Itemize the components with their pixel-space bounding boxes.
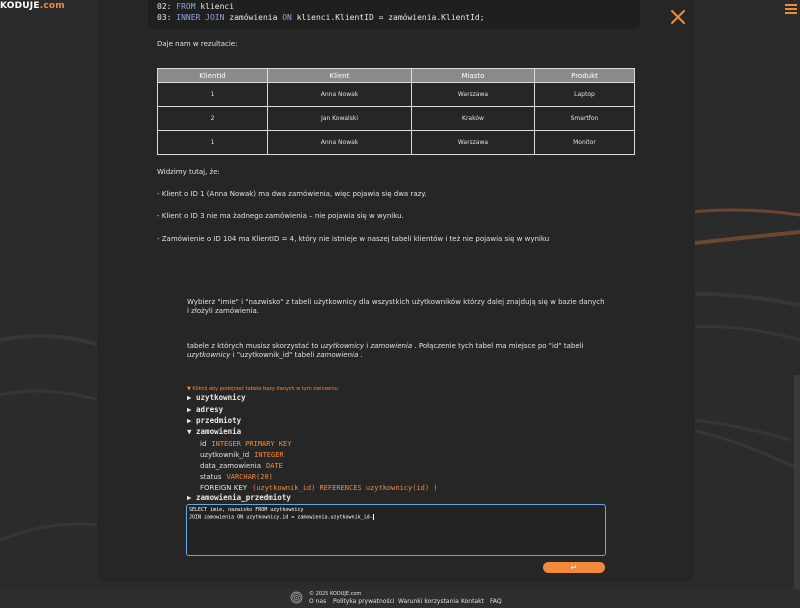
schema-column: FOREIGN KEY (uzytkownik_id) REFERENCES uzytkownicy(id) ) [200, 484, 438, 492]
close-icon[interactable] [669, 8, 687, 26]
brand-logo[interactable] [0, 1, 65, 11]
submit-button[interactable]: ↵ [543, 562, 605, 573]
table-cell: Anna Nowak [268, 83, 412, 107]
table-row [158, 83, 635, 107]
header-cell: Klient [268, 69, 412, 83]
footer-link-privacy[interactable]: Polityka prywatności [333, 598, 395, 605]
schema-table-zamowienia[interactable]: ▼ zamowienia [187, 427, 242, 436]
table-cell: Warszawa [412, 83, 535, 107]
table-cell: Anna Nowak [268, 131, 412, 155]
footer [0, 589, 800, 608]
code-line-3: 03: INNER JOIN zamówienia ON klienci.KlientID = zamówienia.KlientId; [157, 13, 485, 22]
explanation-point: - Klient o ID 3 nie ma żadnego zamówienia – nie pojawia się w wyniku. [157, 212, 404, 220]
footer-link-terms[interactable]: Warunki korzystania [398, 598, 459, 605]
header-cell: Produkt [535, 69, 635, 83]
footer-link-contact[interactable]: Kontakt [461, 598, 484, 605]
result-intro: Daje nam w rezultacie: [157, 40, 238, 48]
table-cell: 1 [158, 131, 268, 155]
brand-name: KODUJE [0, 1, 40, 11]
editor-line: JOIN zamowienia ON uzytkownicy.id = zamowienia.uzytkownik_id- [189, 514, 373, 521]
brand-domain: .com [39, 1, 65, 11]
explanation-point: - Klient o ID 1 (Anna Nowak) ma dwa zamówienia, więc pojawia się dwa razy. [157, 190, 427, 198]
editor-line: SELECT imie, nazwisko FROM uzytkownicy [189, 507, 304, 513]
table-cell: 2 [158, 107, 268, 131]
explanation-intro: Widzimy tutaj, że: [157, 168, 220, 176]
table-cell: 1 [158, 83, 268, 107]
sql-editor[interactable] [186, 504, 606, 556]
footer-link-about[interactable]: O nas [309, 598, 327, 605]
code-line-2: 02: FROM klienci [157, 2, 235, 11]
fingerprint-logo-icon [290, 591, 303, 604]
schema-column: status VARCHAR(20) [200, 473, 273, 481]
table-cell: Laptop [535, 83, 635, 107]
schema-table-zamowienia-przedmioty[interactable]: ▶ zamowienia_przedmioty [187, 493, 291, 502]
result-table [157, 68, 635, 155]
schema-table-adresy[interactable]: ▶ adresy [187, 405, 224, 414]
schema-column: uzytkownik_id INTEGER [200, 451, 284, 459]
table-cell: Jan Kowalski [268, 107, 412, 131]
task-hint: tabele z których musisz skorzystać to uzytkownicy i zamowienia . Połączenie tych tabel ma miejsce po "id" tabeli uzytkownicy i "uzytkownik_id" tabeli zamowienia . [187, 342, 584, 359]
table-cell: Warszawa [412, 131, 535, 155]
table-row [158, 131, 635, 155]
task-description: Wybierz "imie" i "nazwisko" z tabeli użytkownicy dla wszystkich użytkowników którzy dalej znajdują się w bazie danych i złożyli zamówienia. [187, 298, 605, 315]
copyright: © 2025 KODUJE.com [309, 591, 362, 597]
header-cell: KlientId [158, 69, 268, 83]
table-cell: Smartfon [535, 107, 635, 131]
footer-link-faq[interactable]: FAQ [490, 598, 502, 605]
table-cell: Monitor [535, 131, 635, 155]
explanation-point: - Zamówienie o ID 104 ma KlientID = 4, który nie istnieje w naszej tabeli klientów i też nie pojawia się w wyniku [157, 235, 550, 243]
schema-toggle[interactable]: ▼ Kliknij aby podejrzeć tabele bazy danych w tym ćwiczeniu [187, 386, 338, 392]
table-cell: Kraków [412, 107, 535, 131]
schema-table-uzytkownicy[interactable]: ▶ uzytkownicy [187, 393, 246, 402]
schema-table-przedmioty[interactable]: ▶ przedmioty [187, 416, 242, 425]
table-header-row [158, 69, 635, 83]
hamburger-menu-icon[interactable] [785, 4, 797, 16]
schema-column: id INTEGER PRIMARY KEY [200, 440, 292, 448]
table-row [158, 107, 635, 131]
header-cell: Miasto [412, 69, 535, 83]
schema-column: data_zamowienia DATE [200, 462, 283, 470]
